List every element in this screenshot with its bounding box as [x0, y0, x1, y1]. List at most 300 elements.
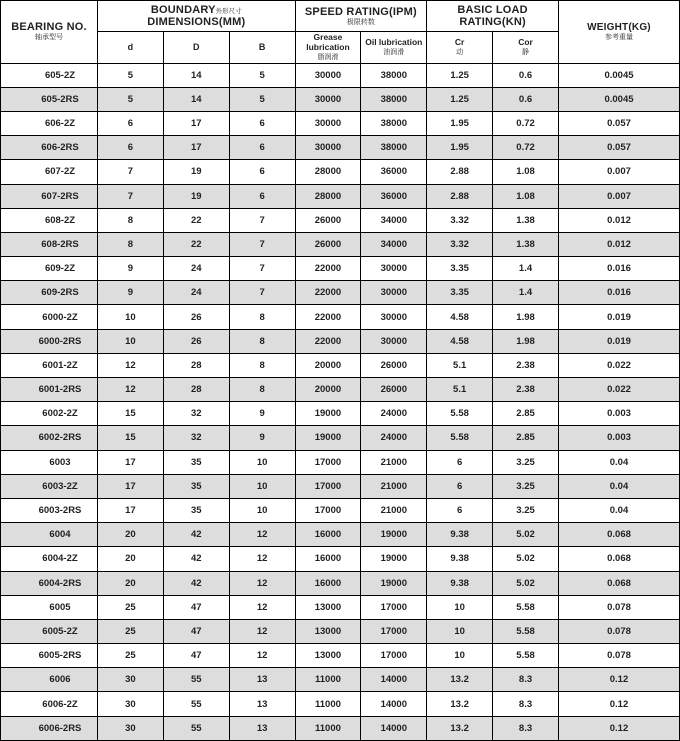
table-row [1, 595, 680, 619]
cell-dimension-D: 26 [163, 305, 229, 329]
cell-weight: 0.068 [559, 571, 680, 595]
cell-load-cr: 6 [427, 474, 493, 498]
cell-load-cr: 3.35 [427, 257, 493, 281]
cell-load-cor: 2.38 [493, 378, 559, 402]
header-boundary-cn: 外形尺寸 [215, 7, 242, 15]
header-sub-grease-cn: 脂润滑 [317, 53, 339, 61]
cell-weight: 0.12 [559, 692, 680, 716]
cell-weight: 0.04 [559, 474, 680, 498]
cell-dimension-B: 8 [229, 329, 295, 353]
table-row [1, 498, 680, 522]
cell-load-cor: 2.85 [493, 402, 559, 426]
cell-load-cr: 9.38 [427, 523, 493, 547]
cell-load-cr: 5.1 [427, 378, 493, 402]
cell-dimension-D: 35 [163, 450, 229, 474]
header-sub-oil [361, 32, 427, 64]
cell-load-cr: 1.95 [427, 111, 493, 135]
cell-dimension-B: 12 [229, 595, 295, 619]
cell-bearing-no: 605-2Z [1, 63, 98, 87]
cell-dimension-d: 8 [98, 208, 164, 232]
cell-weight: 0.012 [559, 208, 680, 232]
cell-load-cor: 1.08 [493, 160, 559, 184]
table-row [1, 692, 680, 716]
header-basic-load-rating [427, 1, 559, 32]
cell-bearing-no: 6001-2Z [1, 353, 98, 377]
header-speed-rating [295, 1, 427, 32]
cell-oil-lubrication: 24000 [361, 402, 427, 426]
cell-oil-lubrication: 26000 [361, 353, 427, 377]
cell-grease-lubrication: 28000 [295, 160, 361, 184]
cell-dimension-d: 15 [98, 426, 164, 450]
header-bearing-no-en: BEARING NO. [11, 21, 87, 34]
cell-oil-lubrication: 19000 [361, 523, 427, 547]
cell-weight: 0.12 [559, 668, 680, 692]
cell-dimension-B: 7 [229, 232, 295, 256]
header-sub-cr-en: Cr [454, 36, 465, 47]
table-row [1, 378, 680, 402]
cell-load-cr: 4.58 [427, 305, 493, 329]
cell-dimension-B: 6 [229, 136, 295, 160]
cell-weight: 0.078 [559, 595, 680, 619]
cell-dimension-D: 17 [163, 136, 229, 160]
cell-grease-lubrication: 28000 [295, 184, 361, 208]
cell-grease-lubrication: 11000 [295, 692, 361, 716]
cell-dimension-B: 13 [229, 716, 295, 740]
cell-bearing-no: 6003 [1, 450, 98, 474]
cell-grease-lubrication: 30000 [295, 111, 361, 135]
cell-oil-lubrication: 14000 [361, 692, 427, 716]
cell-weight: 0.022 [559, 353, 680, 377]
cell-load-cr: 5.1 [427, 353, 493, 377]
cell-load-cor: 0.6 [493, 63, 559, 87]
cell-dimension-d: 25 [98, 595, 164, 619]
cell-dimension-D: 19 [163, 184, 229, 208]
cell-load-cor: 5.58 [493, 644, 559, 668]
cell-oil-lubrication: 21000 [361, 474, 427, 498]
cell-weight: 0.057 [559, 111, 680, 135]
cell-load-cor: 5.58 [493, 595, 559, 619]
cell-load-cr: 5.58 [427, 402, 493, 426]
cell-load-cr: 1.25 [427, 63, 493, 87]
header-boundary-dimensions [98, 1, 296, 32]
cell-dimension-D: 47 [163, 644, 229, 668]
header-sub-oil-en: Oil lubrication [365, 36, 423, 47]
cell-grease-lubrication: 22000 [295, 281, 361, 305]
header-sub-cor-cn: 静 [522, 48, 530, 56]
cell-dimension-d: 20 [98, 523, 164, 547]
cell-load-cr: 4.58 [427, 329, 493, 353]
table-row [1, 474, 680, 498]
table-row [1, 136, 680, 160]
cell-dimension-B: 5 [229, 63, 295, 87]
cell-weight: 0.068 [559, 523, 680, 547]
cell-load-cor: 0.6 [493, 87, 559, 111]
cell-oil-lubrication: 36000 [361, 184, 427, 208]
cell-dimension-B: 6 [229, 111, 295, 135]
cell-load-cr: 9.38 [427, 547, 493, 571]
header-load-en: BASIC LOAD [457, 3, 528, 16]
cell-grease-lubrication: 30000 [295, 136, 361, 160]
cell-grease-lubrication: 22000 [295, 305, 361, 329]
cell-oil-lubrication: 17000 [361, 595, 427, 619]
cell-dimension-d: 9 [98, 281, 164, 305]
cell-dimension-D: 14 [163, 63, 229, 87]
cell-oil-lubrication: 38000 [361, 87, 427, 111]
cell-weight: 0.003 [559, 402, 680, 426]
cell-grease-lubrication: 20000 [295, 353, 361, 377]
cell-load-cor: 2.85 [493, 426, 559, 450]
header-dimensions-en: DIMENSIONS(MM) [147, 16, 246, 28]
cell-load-cor: 1.38 [493, 208, 559, 232]
cell-load-cr: 9.38 [427, 571, 493, 595]
header-row-primary [1, 1, 680, 32]
cell-load-cr: 3.32 [427, 232, 493, 256]
cell-bearing-no: 607-2RS [1, 184, 98, 208]
cell-dimension-B: 12 [229, 644, 295, 668]
header-sub-B [229, 32, 295, 64]
cell-grease-lubrication: 17000 [295, 474, 361, 498]
cell-bearing-no: 609-2RS [1, 281, 98, 305]
cell-load-cor: 3.25 [493, 450, 559, 474]
cell-dimension-B: 7 [229, 257, 295, 281]
cell-bearing-no: 605-2RS [1, 87, 98, 111]
cell-load-cor: 5.02 [493, 523, 559, 547]
header-sub-cr-cn: 动 [456, 48, 464, 56]
cell-dimension-B: 12 [229, 547, 295, 571]
cell-weight: 0.007 [559, 184, 680, 208]
cell-bearing-no: 6001-2RS [1, 378, 98, 402]
table-row [1, 63, 680, 87]
cell-weight: 0.022 [559, 378, 680, 402]
cell-dimension-d: 7 [98, 184, 164, 208]
cell-dimension-d: 15 [98, 402, 164, 426]
cell-load-cr: 10 [427, 644, 493, 668]
cell-bearing-no: 608-2RS [1, 232, 98, 256]
table-row [1, 668, 680, 692]
cell-oil-lubrication: 19000 [361, 571, 427, 595]
cell-load-cor: 8.3 [493, 716, 559, 740]
cell-dimension-d: 5 [98, 63, 164, 87]
cell-dimension-d: 5 [98, 87, 164, 111]
cell-bearing-no: 608-2Z [1, 208, 98, 232]
cell-dimension-d: 20 [98, 571, 164, 595]
cell-weight: 0.016 [559, 281, 680, 305]
cell-grease-lubrication: 16000 [295, 523, 361, 547]
header-sub-grease-en: Grease lubrication [306, 32, 350, 52]
cell-load-cr: 6 [427, 498, 493, 522]
cell-dimension-B: 10 [229, 450, 295, 474]
cell-dimension-D: 26 [163, 329, 229, 353]
cell-load-cor: 5.58 [493, 619, 559, 643]
cell-bearing-no: 6005 [1, 595, 98, 619]
cell-dimension-B: 10 [229, 474, 295, 498]
cell-dimension-B: 6 [229, 160, 295, 184]
cell-dimension-D: 17 [163, 111, 229, 135]
cell-load-cr: 13.2 [427, 692, 493, 716]
cell-dimension-d: 30 [98, 692, 164, 716]
cell-bearing-no: 6000-2RS [1, 329, 98, 353]
cell-dimension-d: 6 [98, 111, 164, 135]
cell-oil-lubrication: 30000 [361, 257, 427, 281]
cell-load-cor: 1.98 [493, 329, 559, 353]
cell-dimension-B: 9 [229, 426, 295, 450]
cell-grease-lubrication: 16000 [295, 571, 361, 595]
cell-weight: 0.003 [559, 426, 680, 450]
cell-load-cor: 2.38 [493, 353, 559, 377]
cell-grease-lubrication: 17000 [295, 450, 361, 474]
cell-dimension-D: 22 [163, 208, 229, 232]
header-sub-B-label: B [258, 42, 266, 53]
cell-weight: 0.057 [559, 136, 680, 160]
cell-dimension-d: 6 [98, 136, 164, 160]
cell-dimension-D: 14 [163, 87, 229, 111]
cell-load-cr: 5.58 [427, 426, 493, 450]
cell-dimension-D: 19 [163, 160, 229, 184]
cell-load-cor: 1.08 [493, 184, 559, 208]
cell-dimension-d: 9 [98, 257, 164, 281]
cell-grease-lubrication: 13000 [295, 644, 361, 668]
cell-bearing-no: 6002-2RS [1, 426, 98, 450]
table-row [1, 329, 680, 353]
cell-bearing-no: 609-2Z [1, 257, 98, 281]
cell-weight: 0.078 [559, 619, 680, 643]
cell-dimension-d: 17 [98, 450, 164, 474]
cell-oil-lubrication: 36000 [361, 160, 427, 184]
table-row [1, 232, 680, 256]
header-speed-en: SPEED RATING(IPM) [304, 5, 417, 18]
cell-dimension-d: 12 [98, 378, 164, 402]
cell-load-cor: 5.02 [493, 547, 559, 571]
cell-bearing-no: 6004-2RS [1, 571, 98, 595]
cell-dimension-d: 10 [98, 305, 164, 329]
cell-load-cor: 1.38 [493, 232, 559, 256]
cell-oil-lubrication: 17000 [361, 644, 427, 668]
cell-dimension-d: 17 [98, 498, 164, 522]
table-row [1, 644, 680, 668]
header-sub-cor-en: Cor [518, 36, 533, 47]
cell-grease-lubrication: 11000 [295, 716, 361, 740]
cell-load-cor: 1.4 [493, 257, 559, 281]
cell-dimension-D: 24 [163, 257, 229, 281]
cell-dimension-D: 42 [163, 547, 229, 571]
cell-dimension-D: 55 [163, 692, 229, 716]
cell-grease-lubrication: 16000 [295, 547, 361, 571]
cell-grease-lubrication: 13000 [295, 619, 361, 643]
table-row [1, 257, 680, 281]
cell-weight: 0.078 [559, 644, 680, 668]
cell-grease-lubrication: 17000 [295, 498, 361, 522]
cell-dimension-B: 12 [229, 523, 295, 547]
table-row [1, 450, 680, 474]
cell-dimension-B: 5 [229, 87, 295, 111]
cell-oil-lubrication: 14000 [361, 716, 427, 740]
cell-load-cr: 13.2 [427, 716, 493, 740]
cell-oil-lubrication: 21000 [361, 450, 427, 474]
table-row [1, 716, 680, 740]
table-row [1, 353, 680, 377]
cell-dimension-d: 17 [98, 474, 164, 498]
cell-load-cr: 1.95 [427, 136, 493, 160]
cell-dimension-D: 28 [163, 353, 229, 377]
cell-oil-lubrication: 26000 [361, 378, 427, 402]
cell-load-cr: 2.88 [427, 160, 493, 184]
cell-weight: 0.007 [559, 160, 680, 184]
cell-dimension-D: 55 [163, 668, 229, 692]
cell-oil-lubrication: 38000 [361, 111, 427, 135]
cell-grease-lubrication: 22000 [295, 257, 361, 281]
cell-dimension-B: 6 [229, 184, 295, 208]
cell-weight: 0.016 [559, 257, 680, 281]
table-row [1, 547, 680, 571]
cell-load-cor: 0.72 [493, 136, 559, 160]
cell-load-cr: 13.2 [427, 668, 493, 692]
header-weight-cn: 参考重量 [605, 34, 633, 42]
cell-oil-lubrication: 38000 [361, 136, 427, 160]
cell-dimension-D: 35 [163, 474, 229, 498]
cell-grease-lubrication: 30000 [295, 63, 361, 87]
header-weight [559, 1, 680, 64]
header-sub-d [98, 32, 164, 64]
cell-load-cor: 3.25 [493, 474, 559, 498]
table-row [1, 571, 680, 595]
cell-weight: 0.12 [559, 716, 680, 740]
cell-dimension-B: 8 [229, 378, 295, 402]
cell-bearing-no: 6004 [1, 523, 98, 547]
header-speed-cn: 极限转数 [346, 18, 375, 26]
table-row [1, 208, 680, 232]
cell-dimension-D: 28 [163, 378, 229, 402]
cell-dimension-D: 55 [163, 716, 229, 740]
cell-oil-lubrication: 24000 [361, 426, 427, 450]
cell-bearing-no: 607-2Z [1, 160, 98, 184]
cell-dimension-B: 13 [229, 668, 295, 692]
cell-bearing-no: 6006-2Z [1, 692, 98, 716]
cell-weight: 0.019 [559, 305, 680, 329]
cell-dimension-d: 12 [98, 353, 164, 377]
header-load-en2: RATING(KN) [459, 16, 526, 28]
cell-load-cor: 8.3 [493, 692, 559, 716]
cell-load-cor: 1.98 [493, 305, 559, 329]
header-sub-oil-cn: 油润滑 [383, 48, 405, 56]
cell-dimension-B: 12 [229, 571, 295, 595]
cell-oil-lubrication: 19000 [361, 547, 427, 571]
cell-load-cor: 8.3 [493, 668, 559, 692]
header-sub-D-label: D [193, 42, 200, 53]
cell-dimension-B: 8 [229, 305, 295, 329]
cell-load-cr: 10 [427, 619, 493, 643]
table-row [1, 426, 680, 450]
cell-grease-lubrication: 26000 [295, 232, 361, 256]
header-boundary-en: BOUNDARY [150, 3, 216, 16]
cell-weight: 0.019 [559, 329, 680, 353]
header-sub-D [163, 32, 229, 64]
cell-weight: 0.04 [559, 498, 680, 522]
table-row [1, 305, 680, 329]
cell-dimension-B: 8 [229, 353, 295, 377]
cell-weight: 0.0045 [559, 87, 680, 111]
cell-load-cor: 0.72 [493, 111, 559, 135]
cell-oil-lubrication: 30000 [361, 305, 427, 329]
cell-dimension-B: 7 [229, 281, 295, 305]
cell-bearing-no: 6005-2Z [1, 619, 98, 643]
cell-bearing-no: 606-2RS [1, 136, 98, 160]
cell-load-cr: 10 [427, 595, 493, 619]
cell-oil-lubrication: 38000 [361, 63, 427, 87]
cell-dimension-B: 9 [229, 402, 295, 426]
cell-oil-lubrication: 34000 [361, 232, 427, 256]
cell-bearing-no: 6000-2Z [1, 305, 98, 329]
cell-dimension-d: 10 [98, 329, 164, 353]
cell-bearing-no: 6002-2Z [1, 402, 98, 426]
cell-bearing-no: 606-2Z [1, 111, 98, 135]
cell-dimension-D: 47 [163, 619, 229, 643]
cell-load-cor: 5.02 [493, 571, 559, 595]
cell-bearing-no: 6006 [1, 668, 98, 692]
cell-oil-lubrication: 21000 [361, 498, 427, 522]
table-row [1, 402, 680, 426]
cell-grease-lubrication: 13000 [295, 595, 361, 619]
cell-dimension-d: 20 [98, 547, 164, 571]
cell-weight: 0.04 [559, 450, 680, 474]
cell-grease-lubrication: 19000 [295, 402, 361, 426]
cell-dimension-d: 25 [98, 644, 164, 668]
cell-dimension-D: 42 [163, 523, 229, 547]
cell-weight: 0.068 [559, 547, 680, 571]
cell-dimension-B: 7 [229, 208, 295, 232]
cell-dimension-d: 30 [98, 716, 164, 740]
cell-grease-lubrication: 19000 [295, 426, 361, 450]
cell-bearing-no: 6004-2Z [1, 547, 98, 571]
cell-dimension-D: 24 [163, 281, 229, 305]
header-weight-en: WEIGHT(KG) [587, 22, 651, 34]
table-row [1, 87, 680, 111]
cell-load-cr: 3.32 [427, 208, 493, 232]
cell-dimension-D: 47 [163, 595, 229, 619]
table-row [1, 281, 680, 305]
cell-grease-lubrication: 11000 [295, 668, 361, 692]
cell-grease-lubrication: 20000 [295, 378, 361, 402]
cell-weight: 0.0045 [559, 63, 680, 87]
cell-bearing-no: 6006-2RS [1, 716, 98, 740]
cell-dimension-d: 7 [98, 160, 164, 184]
cell-grease-lubrication: 30000 [295, 87, 361, 111]
header-bearing-no [1, 1, 98, 64]
cell-oil-lubrication: 34000 [361, 208, 427, 232]
header-sub-d-label: d [127, 42, 134, 53]
cell-dimension-B: 13 [229, 692, 295, 716]
cell-dimension-d: 30 [98, 668, 164, 692]
cell-weight: 0.012 [559, 232, 680, 256]
cell-load-cor: 1.4 [493, 281, 559, 305]
cell-oil-lubrication: 14000 [361, 668, 427, 692]
header-bearing-no-cn: 轴承型号 [35, 34, 63, 42]
cell-dimension-D: 35 [163, 498, 229, 522]
cell-grease-lubrication: 26000 [295, 208, 361, 232]
table-body [1, 63, 680, 740]
table-row [1, 184, 680, 208]
cell-dimension-D: 22 [163, 232, 229, 256]
table-row [1, 619, 680, 643]
cell-oil-lubrication: 30000 [361, 281, 427, 305]
cell-bearing-no: 6003-2RS [1, 498, 98, 522]
cell-bearing-no: 6003-2Z [1, 474, 98, 498]
cell-dimension-B: 10 [229, 498, 295, 522]
table-row [1, 160, 680, 184]
cell-oil-lubrication: 17000 [361, 619, 427, 643]
cell-load-cr: 3.35 [427, 281, 493, 305]
cell-bearing-no: 6005-2RS [1, 644, 98, 668]
cell-load-cr: 1.25 [427, 87, 493, 111]
